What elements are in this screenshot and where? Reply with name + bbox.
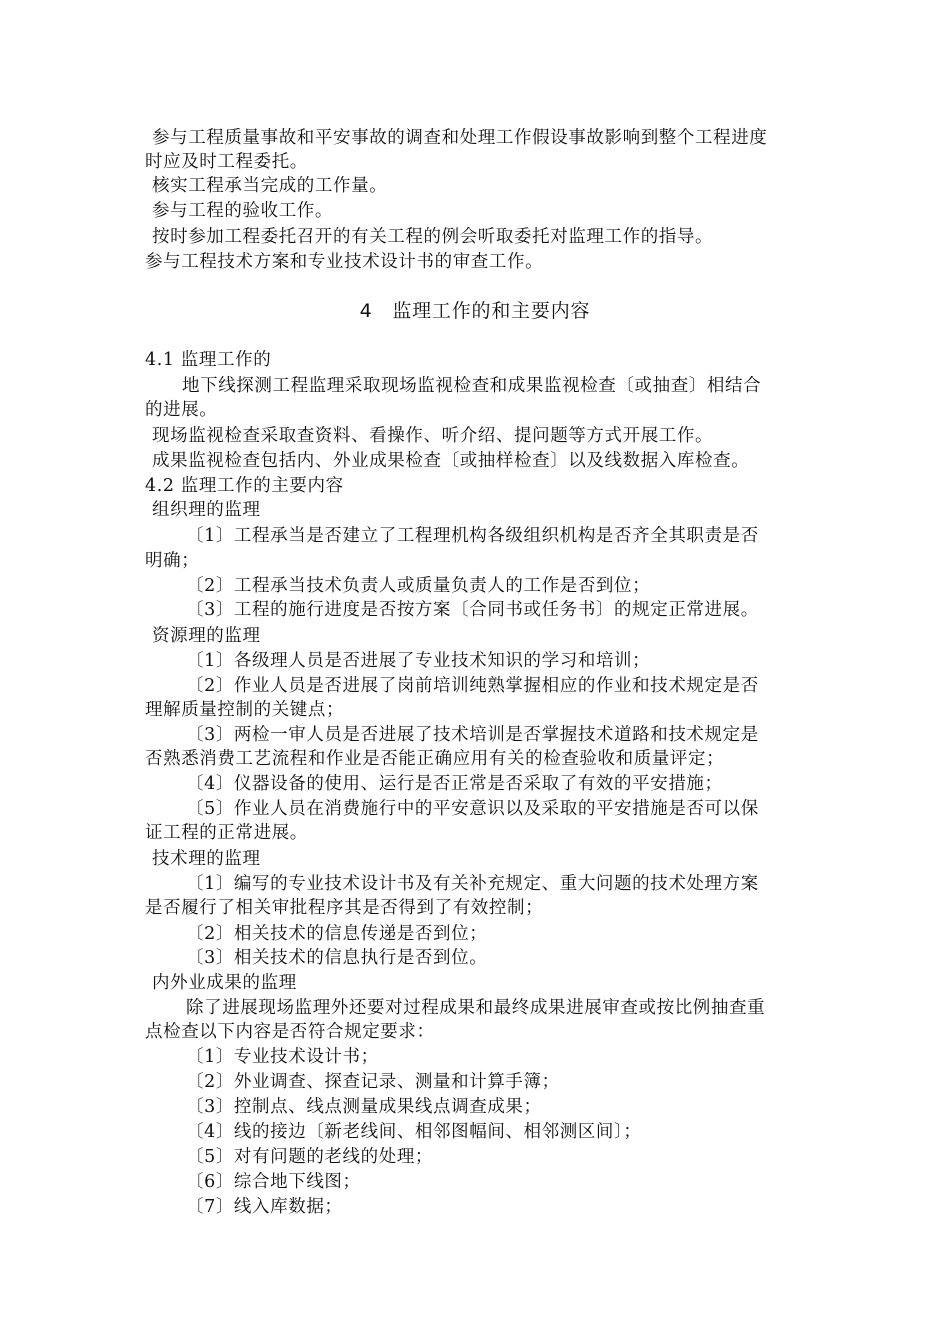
tech-item-1-line-1: 〔1〕编写的专业技术设计书及有关补充规定、重大问题的技术处理方案: [186, 874, 759, 894]
section-4-1-paragraph-1-line-1: 地下线探测工程监理采取现场监视检查和成果监视检查〔或抽查〕相结合: [182, 376, 762, 396]
intro-paragraph-3: 参与工程的验收工作。: [152, 201, 333, 221]
resource-item-2-line-2: 理解质量控制的关键点；: [145, 700, 345, 720]
resource-item-4: 〔4〕仪器设备的使用、运行是否正常是否采取了有效的平安措施；: [186, 774, 723, 794]
org-item-1-line-1: 〔1〕工程承当是否建立了工程理机构各级组织机构是否齐全其职责是否: [186, 526, 759, 546]
output-item-2: 〔2〕外业调查、探查记录、测量和计算手簿；: [186, 1072, 560, 1092]
org-item-1-line-2: 明确；: [145, 551, 200, 571]
intro-paragraph-4: 按时参加工程委托召开的有关工程的例会听取委托对监理工作的指导。: [152, 227, 714, 247]
intro-paragraph-5: 参与工程技术方案和专业技术设计书的审查工作。: [145, 252, 544, 272]
output-item-6: 〔6〕综合地下线图；: [186, 1172, 361, 1192]
resource-supervision-title: 资源理的监理: [152, 626, 261, 646]
intro-paragraph-1-line-1: 参与工程质量事故和平安事故的调查和处理工作假设事故影响到整个工程进度: [152, 128, 768, 148]
org-item-3: 〔3〕工程的施行进度是否按方案〔合同书或任务书〕的规定正常进展。: [186, 600, 759, 620]
output-intro-line-2: 点检查以下内容是否符合规定要求：: [145, 1022, 435, 1042]
section-4-1-heading: 4.1 监理工作的: [145, 350, 272, 370]
intro-paragraph-1-line-2: 时应及时工程委托。: [145, 152, 308, 172]
resource-item-5-line-1: 〔5〕作业人员在消费施行中的平安意识以及采取的平安措施是否可以保: [186, 799, 759, 819]
org-item-2: 〔2〕工程承当技术负责人或质量负责人的工作是否到位；: [186, 576, 651, 596]
section-4-2-heading: 4.2 监理工作的主要内容: [145, 476, 344, 496]
tech-item-2: 〔2〕相关技术的信息传递是否到位；: [186, 924, 488, 944]
output-intro-line-1: 除了进展现场监理外还要对过程成果和最终成果进展审查或按比例抽查重: [186, 998, 766, 1018]
section-4-1-paragraph-1-line-2: 的进展。: [145, 400, 218, 420]
section-4-1-paragraph-3: 成果监视检查包括内、外业成果检查〔或抽样检查〕以及线数据入库检查。: [152, 451, 750, 471]
resource-item-2-line-1: 〔2〕作业人员是否进展了岗前培训纯熟掌握相应的作业和技术规定是否: [186, 676, 759, 696]
resource-item-1: 〔1〕各级理人员是否进展了专业技术知识的学习和培训；: [186, 651, 651, 671]
tech-item-3: 〔3〕相关技术的信息执行是否到位。: [186, 948, 488, 968]
resource-item-3-line-2: 否熟悉消费工艺流程和作业是否能正确应用有关的检查验收和质量评定；: [145, 749, 725, 769]
resource-item-3-line-1: 〔3〕两检一审人员是否进展了技术培训是否掌握技术道路和技术规定是: [186, 725, 759, 745]
output-item-1: 〔1〕专业技术设计书；: [186, 1047, 379, 1067]
output-item-5: 〔5〕对有问题的老线的处理；: [186, 1147, 434, 1167]
output-item-4: 〔4〕线的接边〔新老线间、相邻图幅间、相邻测区间〕；: [186, 1122, 642, 1142]
output-supervision-title: 内外业成果的监理: [152, 973, 297, 993]
section-4-1-paragraph-2: 现场监视检查采取查资料、看操作、听介绍、提问题等方式开展工作。: [152, 426, 714, 446]
section-4-title: 4 监理工作的和主要内容: [359, 300, 591, 322]
tech-supervision-title: 技术理的监理: [152, 849, 261, 869]
resource-item-5-line-2: 证工程的正常进展。: [145, 823, 308, 843]
tech-item-1-line-2: 是否履行了相关审批程序其是否得到了有效控制；: [145, 898, 544, 918]
intro-paragraph-2: 核实工程承当完成的工作量。: [152, 176, 388, 196]
org-supervision-title: 组织理的监理: [152, 500, 261, 520]
output-item-3: 〔3〕控制点、线点测量成果线点调查成果；: [186, 1097, 542, 1117]
output-item-7: 〔7〕线入库数据；: [186, 1197, 343, 1217]
